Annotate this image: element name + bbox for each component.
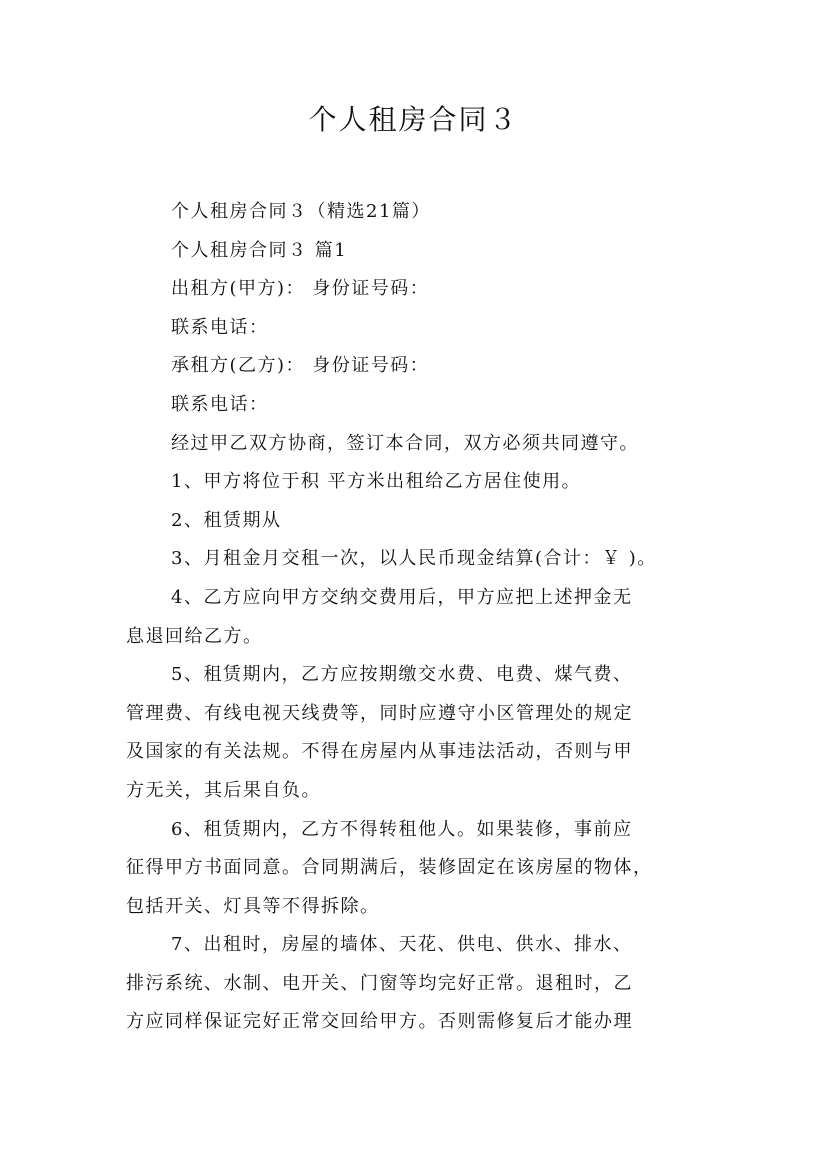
document-body xyxy=(126,193,706,1042)
paragraph-line: 5、租赁期内，乙方应按期缴交水费、电费、煤气费、 xyxy=(171,664,633,686)
paragraph-line: 管理费、有线电视天线费等，同时应遵守小区管理处的规定 xyxy=(126,702,633,724)
paragraph-line: 方无关，其后果自负。 xyxy=(126,779,321,801)
paragraph-line: 息退回给乙方。 xyxy=(126,625,263,647)
paragraph-line: 排污系统、水制、电开关、门窗等均完好正常。退租时，乙 xyxy=(126,972,633,994)
paragraph-line: 6、租赁期内，乙方不得转租他人。如果装修，事前应 xyxy=(171,818,633,840)
paragraph-line: 个人租房合同３（精选21篇） xyxy=(171,201,431,222)
document-title: 个人租房合同３ xyxy=(308,103,519,136)
paragraph-line: 个人租房合同３ 篇1 xyxy=(171,239,348,261)
paragraph-line: 3、月租金月交租一次，以人民币现金结算(合计：￥ )。 xyxy=(171,548,657,570)
paragraph-line: 1、甲方将位于积 平方米出租给乙方居住使用。 xyxy=(171,471,582,493)
paragraph-line: 出租方(甲方)： 身份证号码： xyxy=(171,278,430,300)
paragraph-line: 联系电话： xyxy=(171,316,269,338)
paragraph-line: 联系电话： xyxy=(171,393,269,415)
paragraph-line: 经过甲乙双方协商，签订本合同，双方必须共同遵守。 xyxy=(171,432,639,454)
paragraph-line: 包括开关、灯具等不得拆除。 xyxy=(126,895,380,917)
paragraph-line: 承租方(乙方)： 身份证号码： xyxy=(171,355,430,377)
paragraph-line: 方应同样保证完好正常交回给甲方。否则需修复后才能办理 xyxy=(126,1011,633,1033)
paragraph-line: 及国家的有关法规。不得在房屋内从事违法活动，否则与甲 xyxy=(126,741,633,763)
paragraph-line: 征得甲方书面同意。合同期满后，装修固定在该房屋的物体， xyxy=(126,857,653,879)
paragraph-line: 7、出租时，房屋的墙体、天花、供电、供水、排水、 xyxy=(171,934,633,956)
paragraph-line: 4、乙方应向甲方交纳交费用后，甲方应把上述押金无 xyxy=(171,586,633,608)
paragraph-line: 2、租赁期从 xyxy=(171,509,282,531)
